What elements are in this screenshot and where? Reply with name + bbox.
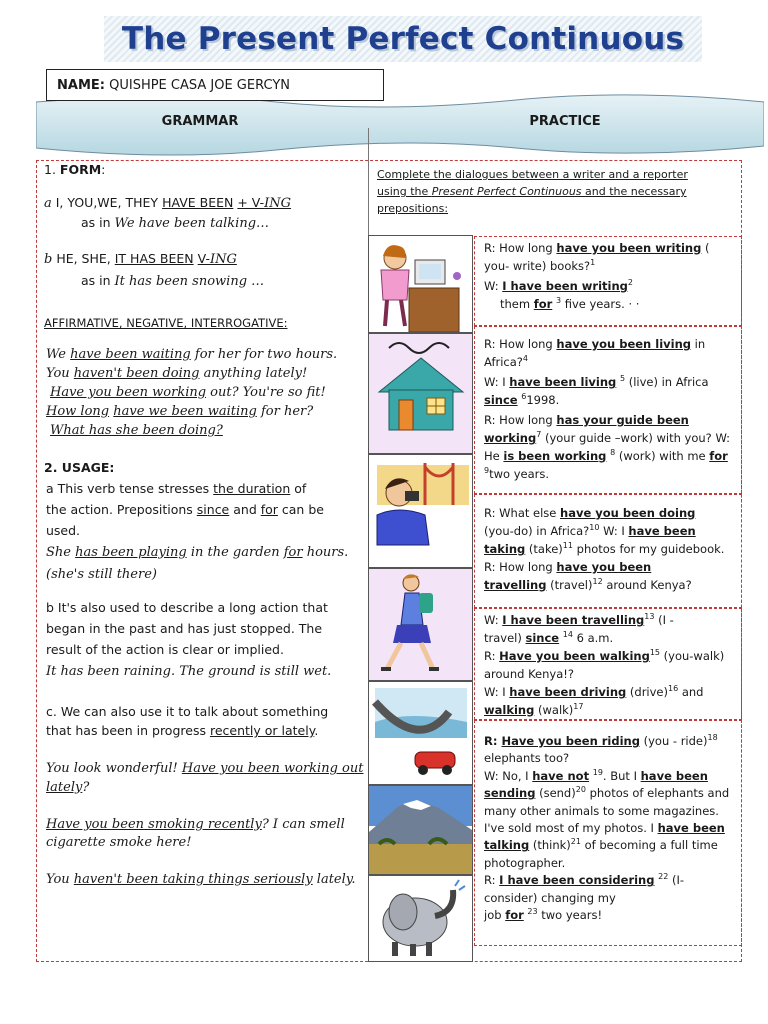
usage-heading: 2. USAGE: xyxy=(44,460,115,475)
usage-a-line1: a This verb tense stresses the duration of xyxy=(46,481,307,496)
usage-b-line2: began in the past and has just stopped. The xyxy=(46,621,323,636)
example-1: We have been waiting for her for two hours. xyxy=(46,347,338,362)
usage-c-example-1: You look wonderful! Have you been working out xyxy=(46,761,364,776)
aff-neg-int-heading: AFFIRMATIVE, NEGATIVE, INTERROGATIVE: xyxy=(44,316,288,330)
practice-header: PRACTICE xyxy=(529,114,601,129)
usage-c-example-3: You haven't been taking things seriously lately. xyxy=(46,872,356,887)
name-value: QUISHPE CASA JOE GERCYN xyxy=(109,78,290,93)
form-heading: 1. FORM: xyxy=(44,162,106,177)
photographer-illustration xyxy=(368,454,473,568)
usage-c-example-2b: cigarette smoke here! xyxy=(46,835,192,850)
house-illustration xyxy=(368,333,473,454)
form-b: b HE, SHE, IT HAS BEEN V-ING xyxy=(44,251,237,267)
usage-a-line2: the action. Prepositions since and for can be xyxy=(46,502,324,517)
usage-a-line3: used. xyxy=(46,523,81,538)
dialogue-4: W: I have been travelling$^{13}$ (I - travel) since $^{14}$ 6 a.m. R: Have you been walking$^{15}$ (you-walk) around Kenya!? W: I have been driving (drive)$^{16}$ and walking (walk)$^{17}$ xyxy=(474,608,742,720)
walker-illustration xyxy=(368,568,473,681)
kilimanjaro-photo xyxy=(368,785,473,875)
grammar-header: GRAMMAR xyxy=(161,114,239,129)
header-ribbon xyxy=(36,94,764,166)
instructions-line1: Complete the dialogues between a writer and a reporter xyxy=(377,168,688,181)
instructions-line2: using the Present Perfect Continuous and the necessary xyxy=(377,185,687,198)
usage-c-example-1b: lately? xyxy=(46,780,90,795)
example-2: You haven't been doing anything lately! xyxy=(46,366,308,381)
driver-illustration xyxy=(368,681,473,785)
dialogue-5: R: Have you been riding (you - ride)$^{18}$ elephants too? W: No, I have not $^{19}$. But I have been sending (send)$^{20}$ photos of elephants and many other animals to some magazines. I've sold most of my photos. I have been talking (think)$^{21}$ of becoming a full time photographer. R: I have been considering $^{22}$ (I- consider) changing my job for $^{23}$ two years! xyxy=(474,720,742,946)
usage-b-example: It has been raining. The ground is still wet. xyxy=(46,664,332,679)
writer-illustration xyxy=(368,235,473,333)
example-3: Have you been working out? You're so fit! xyxy=(50,385,326,400)
usage-c-line2: that has been in progress recently or lately. xyxy=(46,723,319,738)
dialogue-1: R: How long have you been writing ( you- write) books?$^1$ W: I have been writing$^2$ them for $^3$ five years. · · xyxy=(474,236,742,326)
form-a: a I, YOU,WE, THEY HAVE BEEN + V-ING xyxy=(44,195,292,211)
usage-b-line3: result of the action is clear or implied. xyxy=(46,642,284,657)
elephant-illustration xyxy=(368,875,473,962)
instructions-line3: prepositions: xyxy=(377,202,449,215)
form-a-example: as in We have been talking… xyxy=(81,215,270,231)
usage-b-line1: b It's also used to describe a long action that xyxy=(46,600,328,615)
instructions xyxy=(377,166,688,217)
name-box xyxy=(46,69,384,101)
usage-c-example-2: Have you been smoking recently? I can smell xyxy=(46,817,345,832)
usage-c-line1: c. We can also use it to talk about something xyxy=(46,704,329,719)
name-label: NAME: xyxy=(57,78,105,93)
usage-a-example: She has been playing in the garden for hours. xyxy=(46,545,349,560)
example-4: How long have we been waiting for her? xyxy=(46,404,314,419)
example-5: What has she been doing? xyxy=(50,423,223,438)
page-title: The Present Perfect Continuous xyxy=(121,21,685,57)
dialogue-3: R: What else have you been doing (you-do) in Africa?$^{10}$ W: I have been taking (take)$^{11}$ photos for my guidebook. R: How long have you been travelling (travel)$^{12}$ around Kenya? xyxy=(474,494,742,608)
form-b-example: as in It has been snowing … xyxy=(81,273,265,289)
dialogue-2: R: How long have you been living in Africa?$^4$ W: I have been living $^5$ (live) in Africa since $^6$1998. R: How long has your guide been working$^7$ (your guide –work) with you? W: He is been working $^8$ (work) with me for $^9$two years. xyxy=(474,326,742,494)
usage-a-example-note: (she's still there) xyxy=(46,567,157,582)
